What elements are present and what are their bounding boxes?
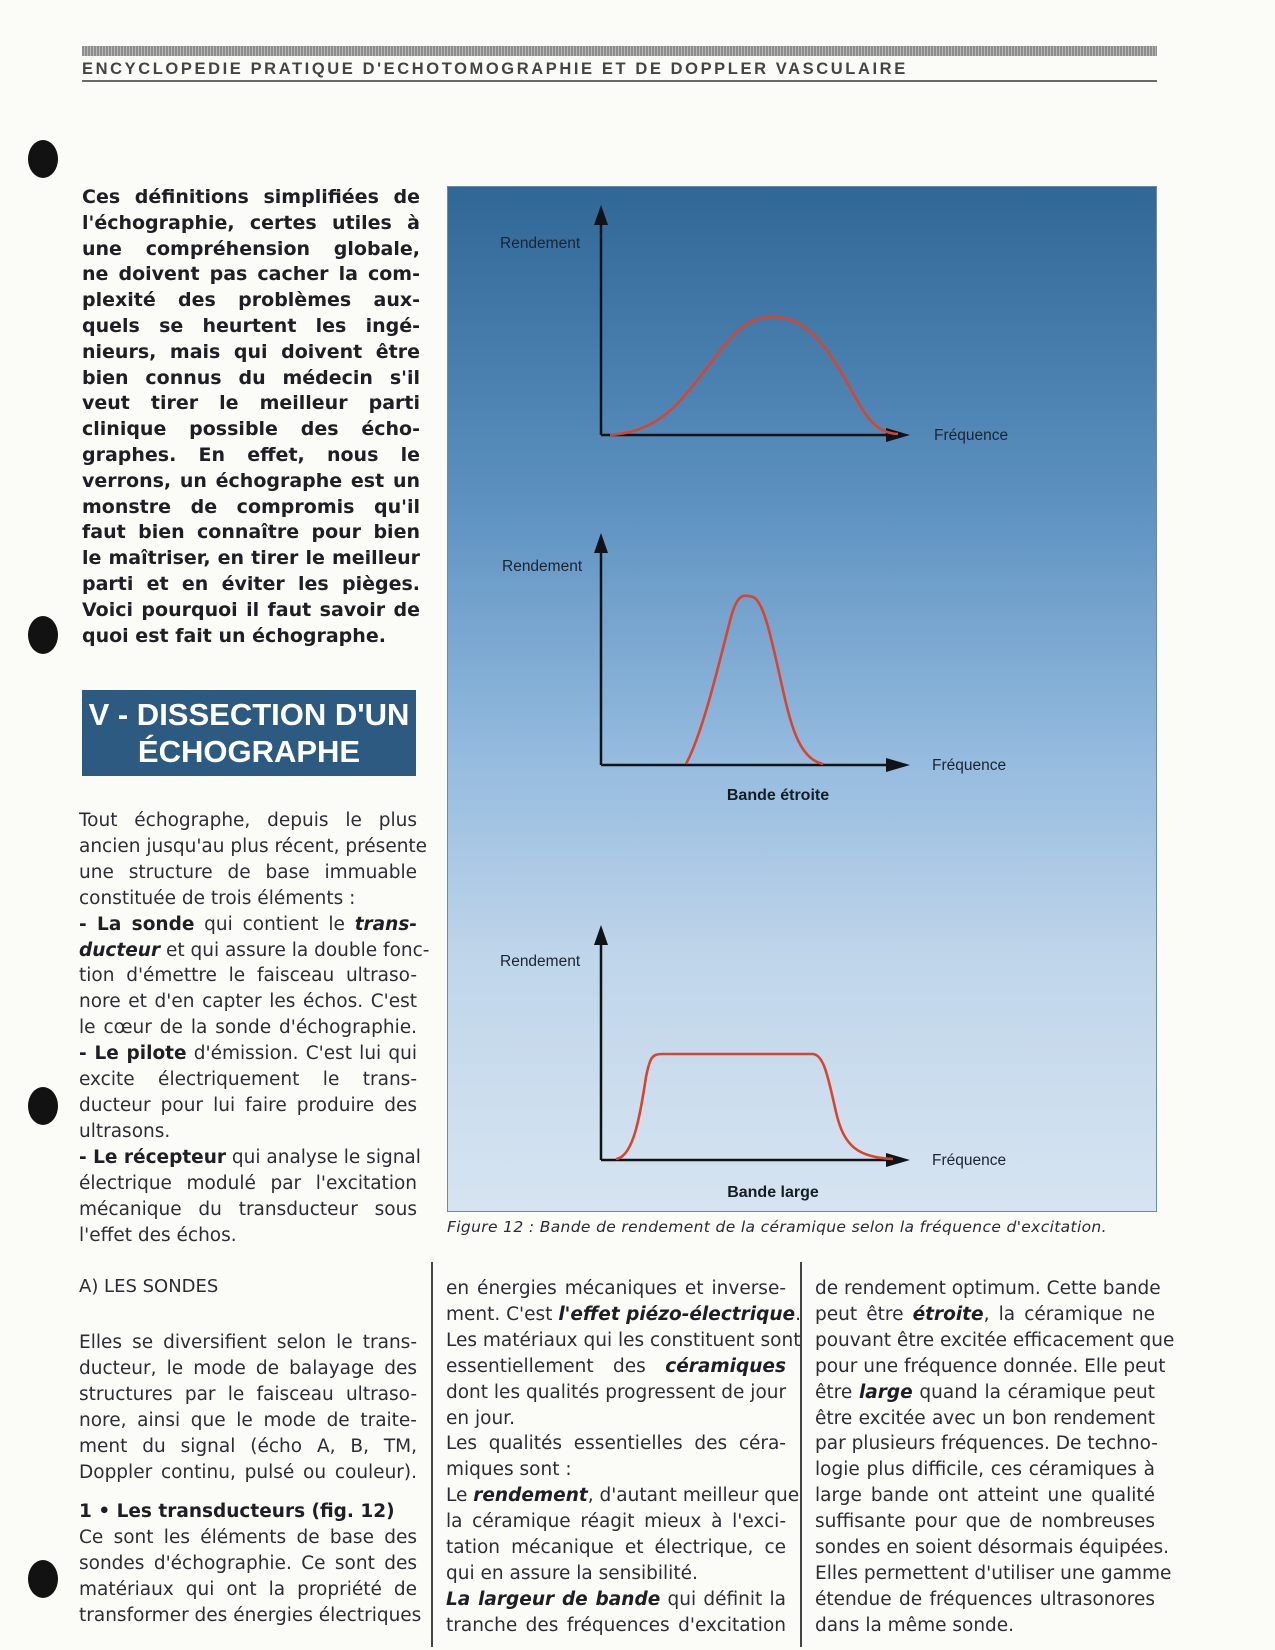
text-line: par plusieurs fréquences. De techno- <box>815 1433 1158 1455</box>
text-line: Voici pourquoi il faut savoir de <box>82 598 420 621</box>
y-axis-arrow <box>594 533 608 553</box>
text-line: l'effet des échos. <box>79 1224 237 1246</box>
x-axis-label: Fréquence <box>934 427 1009 444</box>
text-line: ultrasons. <box>79 1120 171 1142</box>
text-line: l'échographie, certes utiles à <box>82 211 420 234</box>
text-line: une compréhension globale, <box>82 237 420 260</box>
text-line: peut être étroite, la céramique ne <box>815 1303 1155 1325</box>
text-line: nore et d'en capter les échos. C'est <box>79 991 417 1013</box>
y-axis-arrow <box>594 205 608 225</box>
term-sonde: - La sonde <box>79 913 195 935</box>
text-line: tranche des fréquences d'excitation <box>446 1614 786 1636</box>
panel-generic <box>500 205 1008 444</box>
header-bar <box>82 46 1157 56</box>
text-line: verrons, un échographe est un <box>82 469 420 492</box>
text-line: en énergies mécaniques et inverse- <box>446 1278 786 1299</box>
text-line: électrique modulé par l'excitation <box>79 1172 417 1194</box>
term-transducteur: trans- <box>354 913 418 935</box>
y-axis-label: Rendement <box>500 953 581 970</box>
text-line: essentiellement des céramiques <box>446 1355 786 1377</box>
text-line: Ce sont les éléments de base des <box>79 1527 417 1549</box>
left-column <box>79 808 430 1248</box>
text-line: ducteur et qui assure la double fonc- <box>79 939 430 961</box>
panel-title: Bande large <box>727 1184 819 1201</box>
text-line: matériaux qui ont la propriété de <box>79 1579 417 1601</box>
text-line: le cœur de la sonde d'échographie. <box>79 1017 417 1039</box>
panel-wide-band <box>500 925 1006 1201</box>
text-line: parti et en éviter les pièges. <box>82 572 420 595</box>
text-line: une structure de base immuable <box>79 861 417 883</box>
text-line: - Le récepteur qui analyse le signal <box>79 1146 421 1168</box>
section-heading-line: V - DISSECTION D'UN <box>88 697 410 732</box>
text-line: ducteur pour lui faire produire des <box>79 1094 417 1116</box>
text-line: être large quand la céramique peut <box>815 1381 1155 1403</box>
subsection-heading: A) LES SONDES <box>79 1276 219 1297</box>
text-line: plexité des problèmes aux- <box>82 289 420 312</box>
binder-hole <box>28 140 58 178</box>
x-axis-label: Fréquence <box>932 1152 1007 1169</box>
text-line: nore, ainsi que le mode de traite- <box>79 1409 417 1431</box>
intro-paragraph <box>82 185 420 649</box>
text-line: nieurs, mais qui doivent être <box>82 340 420 363</box>
text-line: ducteur, le mode de balayage des <box>79 1357 417 1379</box>
x-axis-arrow <box>886 428 910 442</box>
panel-title: Bande étroite <box>726 787 830 804</box>
response-curve <box>610 317 898 435</box>
section-heading <box>82 690 416 776</box>
term-ceramiques: céramiques <box>665 1355 786 1377</box>
text-line: pour une fréquence donnée. Elle peut <box>815 1355 1166 1377</box>
middle-column <box>446 1276 801 1639</box>
response-curve <box>686 596 823 764</box>
header-rule <box>82 80 1157 82</box>
term-large: large <box>858 1381 913 1403</box>
text-line: logie plus difficile, ces céramiques à <box>815 1459 1155 1481</box>
text-line: être excitée avec un bon rendement <box>815 1407 1155 1429</box>
y-axis-label: Rendement <box>502 558 583 575</box>
text-line: ne doivent pas cacher la com- <box>82 263 420 286</box>
text-line: miques sont : <box>446 1459 572 1481</box>
text-line: transformer des énergies électriques <box>79 1605 422 1627</box>
text-line: de rendement optimum. Cette bande <box>815 1278 1161 1299</box>
text-line: large bande ont atteint une qualité <box>815 1485 1155 1507</box>
right-column <box>815 1276 1175 1639</box>
text-line: Doppler continu, pulsé ou couleur). <box>79 1461 417 1483</box>
text-line: sondes d'échographie. Ce sont des <box>79 1553 417 1575</box>
text-line: structures par le faisceau ultraso- <box>79 1383 417 1405</box>
text-line: dans la même sonde. <box>815 1614 1015 1636</box>
panel-narrow-band <box>502 533 1006 804</box>
text-line: Les matériaux qui les constituent sont <box>446 1329 801 1351</box>
binder-hole <box>28 616 58 654</box>
text-line: clinique possible des écho- <box>82 418 420 441</box>
text-line: Elles se diversifient selon le trans- <box>79 1332 417 1353</box>
text-line: Les qualités essentielles des céra- <box>446 1433 786 1455</box>
text-line: en jour. <box>446 1407 515 1429</box>
column-rule <box>431 1262 433 1647</box>
figure-caption: Figure 12 : Bande de rendement de la céramique selon la fréquence d'excitation. <box>447 1218 1107 1236</box>
binder-hole <box>28 1087 58 1125</box>
text-line: Elles permettent d'utiliser une gamme <box>815 1562 1172 1584</box>
y-axis-arrow <box>594 925 608 945</box>
left-column-lower <box>79 1330 422 1629</box>
term-piezo: l'effet piézo-électrique <box>558 1303 796 1325</box>
text-line: constituée de trois éléments : <box>79 887 356 909</box>
section-heading-line: ÉCHOGRAPHE <box>137 734 361 769</box>
text-line: tion d'émettre le faisceau ultraso- <box>79 965 417 987</box>
text-line: le maîtriser, en tirer le meilleur <box>82 547 420 570</box>
text-line: qui en assure la sensibilité. <box>446 1562 698 1584</box>
text-line: ment. C'est l'effet piézo-électrique. <box>446 1303 801 1325</box>
text-line: bien connus du médecin s'il <box>82 366 420 389</box>
x-axis-label: Fréquence <box>932 757 1007 774</box>
term-recepteur: - Le récepteur <box>79 1146 227 1168</box>
figure-12-diagram <box>448 187 1158 1213</box>
subsection-heading-transducteurs: 1 • Les transducteurs (fig. 12) <box>79 1501 395 1523</box>
response-curve <box>616 1054 893 1159</box>
text-line: quoi est fait un échographe. <box>82 624 386 647</box>
term-pilote: - Le pilote <box>79 1043 187 1065</box>
text-line: La largeur de bande qui définit la <box>446 1588 787 1610</box>
text-line: suffisante pour que de nombreuses <box>815 1511 1155 1533</box>
text-line: veut tirer le meilleur parti <box>82 392 420 415</box>
text-line: sondes en soient désormais équipées. <box>815 1537 1170 1559</box>
running-header: ENCYCLOPEDIE PRATIQUE D'ECHOTOMOGRAPHIE ET DE DOPPLER VASCULAIRE <box>82 60 908 78</box>
text-line: étendue de fréquences ultrasonores <box>815 1588 1155 1610</box>
y-axis-label: Rendement <box>500 235 581 252</box>
term-largeur-bande: La largeur de bande <box>446 1588 661 1610</box>
text-line: Tout échographe, depuis le plus <box>79 810 417 831</box>
term-rendement: rendement <box>473 1485 588 1507</box>
text-line: - Le pilote d'émission. C'est lui qui <box>79 1043 417 1065</box>
text-line: ancien jusqu'au plus récent, présente <box>79 835 428 857</box>
text-line: la céramique réagit mieux à l'exci- <box>446 1511 786 1533</box>
binder-hole <box>28 1560 58 1598</box>
text-line: dont les qualités progressent de jour <box>446 1381 787 1403</box>
text-line: monstre de compromis qu'il <box>82 495 420 518</box>
text-line: excite électriquement le trans- <box>79 1069 417 1091</box>
text-line: ment du signal (écho A, B, TM, <box>79 1435 417 1457</box>
figure-12 <box>447 186 1157 1212</box>
term-etroite: étroite <box>912 1303 984 1325</box>
text-line: tation mécanique et électrique, ce <box>446 1537 786 1559</box>
text-line: Ces définitions simplifiées de <box>82 186 420 208</box>
text-line: - La sonde qui contient le trans- <box>79 913 418 935</box>
x-axis-arrow <box>886 758 910 772</box>
text-line: quels se heurtent les ingé- <box>82 314 420 337</box>
term-transducteur: ducteur <box>79 939 161 961</box>
text-line: Le rendement, d'autant meilleur que <box>446 1485 800 1507</box>
text-line: mécanique du transducteur sous <box>79 1198 417 1220</box>
text-line: pouvant être excitée efficacement que <box>815 1329 1175 1351</box>
text-line: graphes. En effet, nous le <box>82 443 420 466</box>
text-line: faut bien connaître pour bien <box>82 521 420 544</box>
